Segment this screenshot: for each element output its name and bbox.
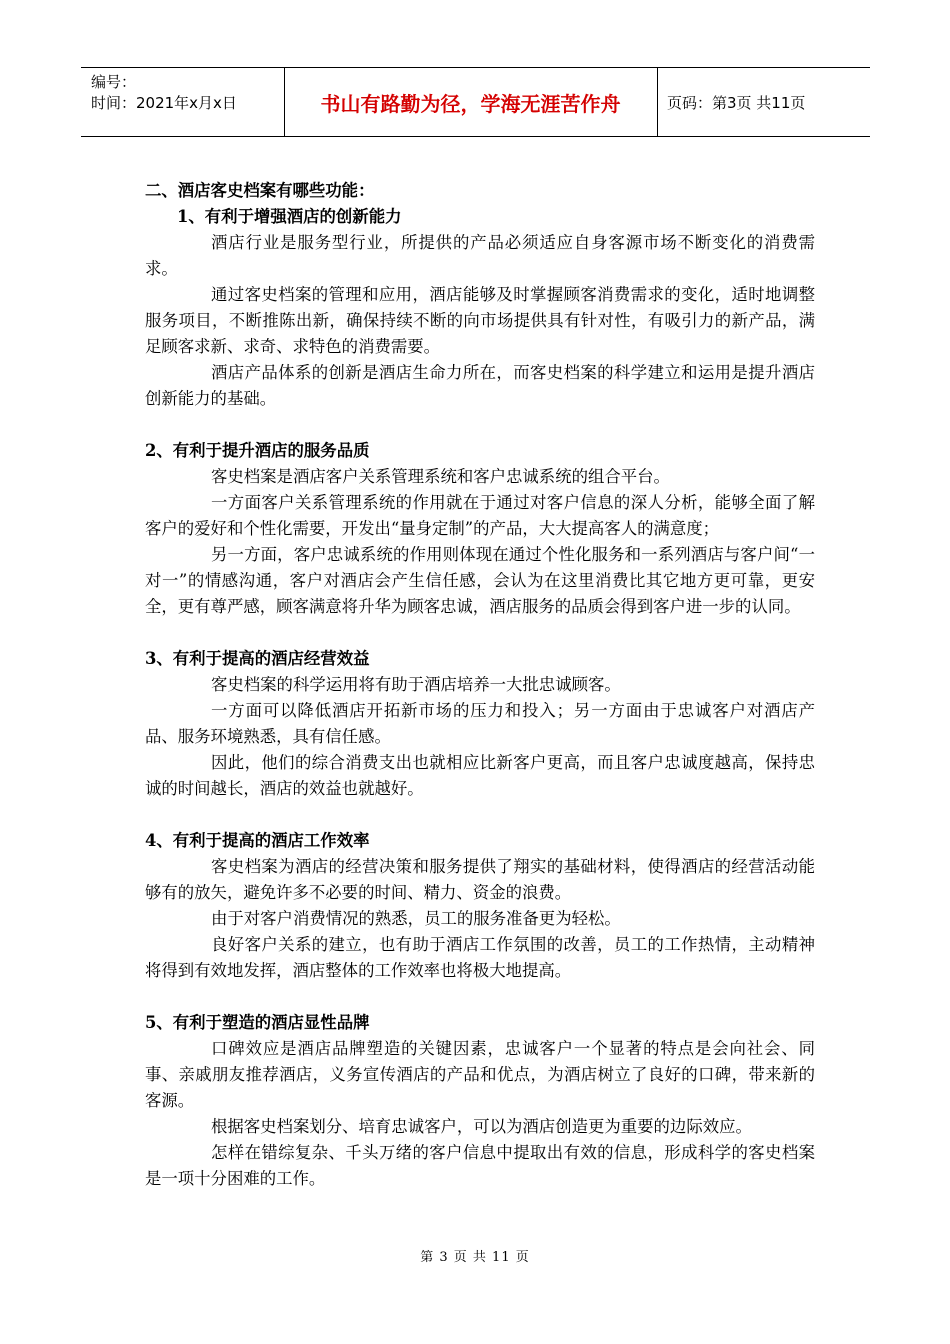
section-heading: 2、有利于提升酒店的服务品质	[145, 441, 370, 460]
paragraph: 由于对客户消费情况的熟悉，员工的服务准备更为轻松。	[211, 909, 621, 928]
paragraph: 良好客户关系的建立，也有助于酒店工作氛围的改善，员工的工作热情，主动精神将得到有效地发挥，酒店整体的工作效率也将极大地提高。	[145, 935, 815, 980]
spacer	[145, 620, 815, 646]
paragraph: 酒店产品体系的创新是酒店生命力所在，而客史档案的科学建立和运用是提升酒店创新能力的基础。	[145, 363, 815, 408]
header-divider	[657, 68, 658, 136]
page-footer: 第 3 页 共 11 页	[420, 1250, 530, 1265]
paragraph: 因此，他们的综合消费支出也就相应比新客户更高，而且客户忠诚度越高，保持忠诚的时间越长，酒店的效益也就越好。	[145, 753, 815, 798]
document-body	[145, 178, 815, 1192]
spacer	[145, 984, 815, 1010]
paragraph: 一方面客户关系管理系统的作用就在于通过对客户信息的深人分析，能够全面了解客户的爱好和个性化需要，开发出“量身定制”的产品，大大提高客人的满意度；	[145, 493, 815, 538]
paragraph: 通过客史档案的管理和应用，酒店能够及时掌握顾客消费需求的变化，适时地调整服务项目，不断推陈出新，确保持续不断的向市场提供具有针对性，有吸引力的新产品，满足顾客求新、求奇、求特色的消费需要。	[145, 285, 815, 356]
spacer	[145, 412, 815, 438]
section-heading: 4、有利于提高的酒店工作效率	[145, 831, 370, 850]
header-table	[81, 67, 870, 137]
document-title: 二、酒店客史档案有哪些功能：	[145, 181, 375, 200]
paragraph: 根据客史档案划分、培育忠诚客户，可以为酒店创造更为重要的边际效应。	[211, 1117, 752, 1136]
spacer	[145, 802, 815, 828]
paragraph: 酒店行业是服务型行业，所提供的产品必须适应自身客源市场不断变化的消费需求。	[145, 233, 815, 278]
paragraph: 客史档案为酒店的经营决策和服务提供了翔实的基础材料，使得酒店的经营活动能够有的放矢，避免许多不必要的时间、精力、资金的浪费。	[145, 857, 815, 902]
paragraph: 口碑效应是酒店品牌塑造的关键因素，忠诚客户一个显著的特点是会向社会、同事、亲戚朋友推荐酒店，义务宣传酒店的产品和优点，为酒店树立了良好的口碑，带来新的客源。	[145, 1039, 815, 1110]
section-heading: 1、有利于增强酒店的创新能力	[177, 207, 402, 226]
section-heading: 3、有利于提高的酒店经营效益	[145, 649, 370, 668]
section-heading: 5、有利于塑造的酒店显性品牌	[145, 1013, 370, 1032]
serial-label: 编号：	[91, 73, 137, 91]
paragraph: 另一方面，客户忠诚系统的作用则体现在通过个性化服务和一系列酒店与客户间“一对一”的情感沟通，客户对酒店会产生信任感，会认为在这里消费比其它地方更可靠，更安全，更有尊严感，顾客满意将升华为顾客忠诚，酒店服务的品质会得到客户进一步的认同。	[145, 545, 815, 616]
paragraph: 一方面可以降低酒店开拓新市场的压力和投入；另一方面由于忠诚客户对酒店产品、服务环境熟悉，具有信任感。	[145, 701, 815, 746]
time-label: 时间：2021年x月x日	[91, 94, 237, 112]
paragraph: 客史档案的科学运用将有助于酒店培养一大批忠诚顾客。	[211, 675, 621, 694]
header-meta	[91, 72, 237, 114]
header-motto: 书山有路勤为径，学海无涯苦作舟	[320, 91, 621, 116]
paragraph: 怎样在错综复杂、千头万绪的客户信息中提取出有效的信息，形成科学的客史档案是一项十分困难的工作。	[145, 1143, 815, 1188]
paragraph: 客史档案是酒店客户关系管理系统和客户忠诚系统的组合平台。	[211, 467, 670, 486]
header-page-info: 页码：第3页 共11页	[667, 93, 806, 112]
